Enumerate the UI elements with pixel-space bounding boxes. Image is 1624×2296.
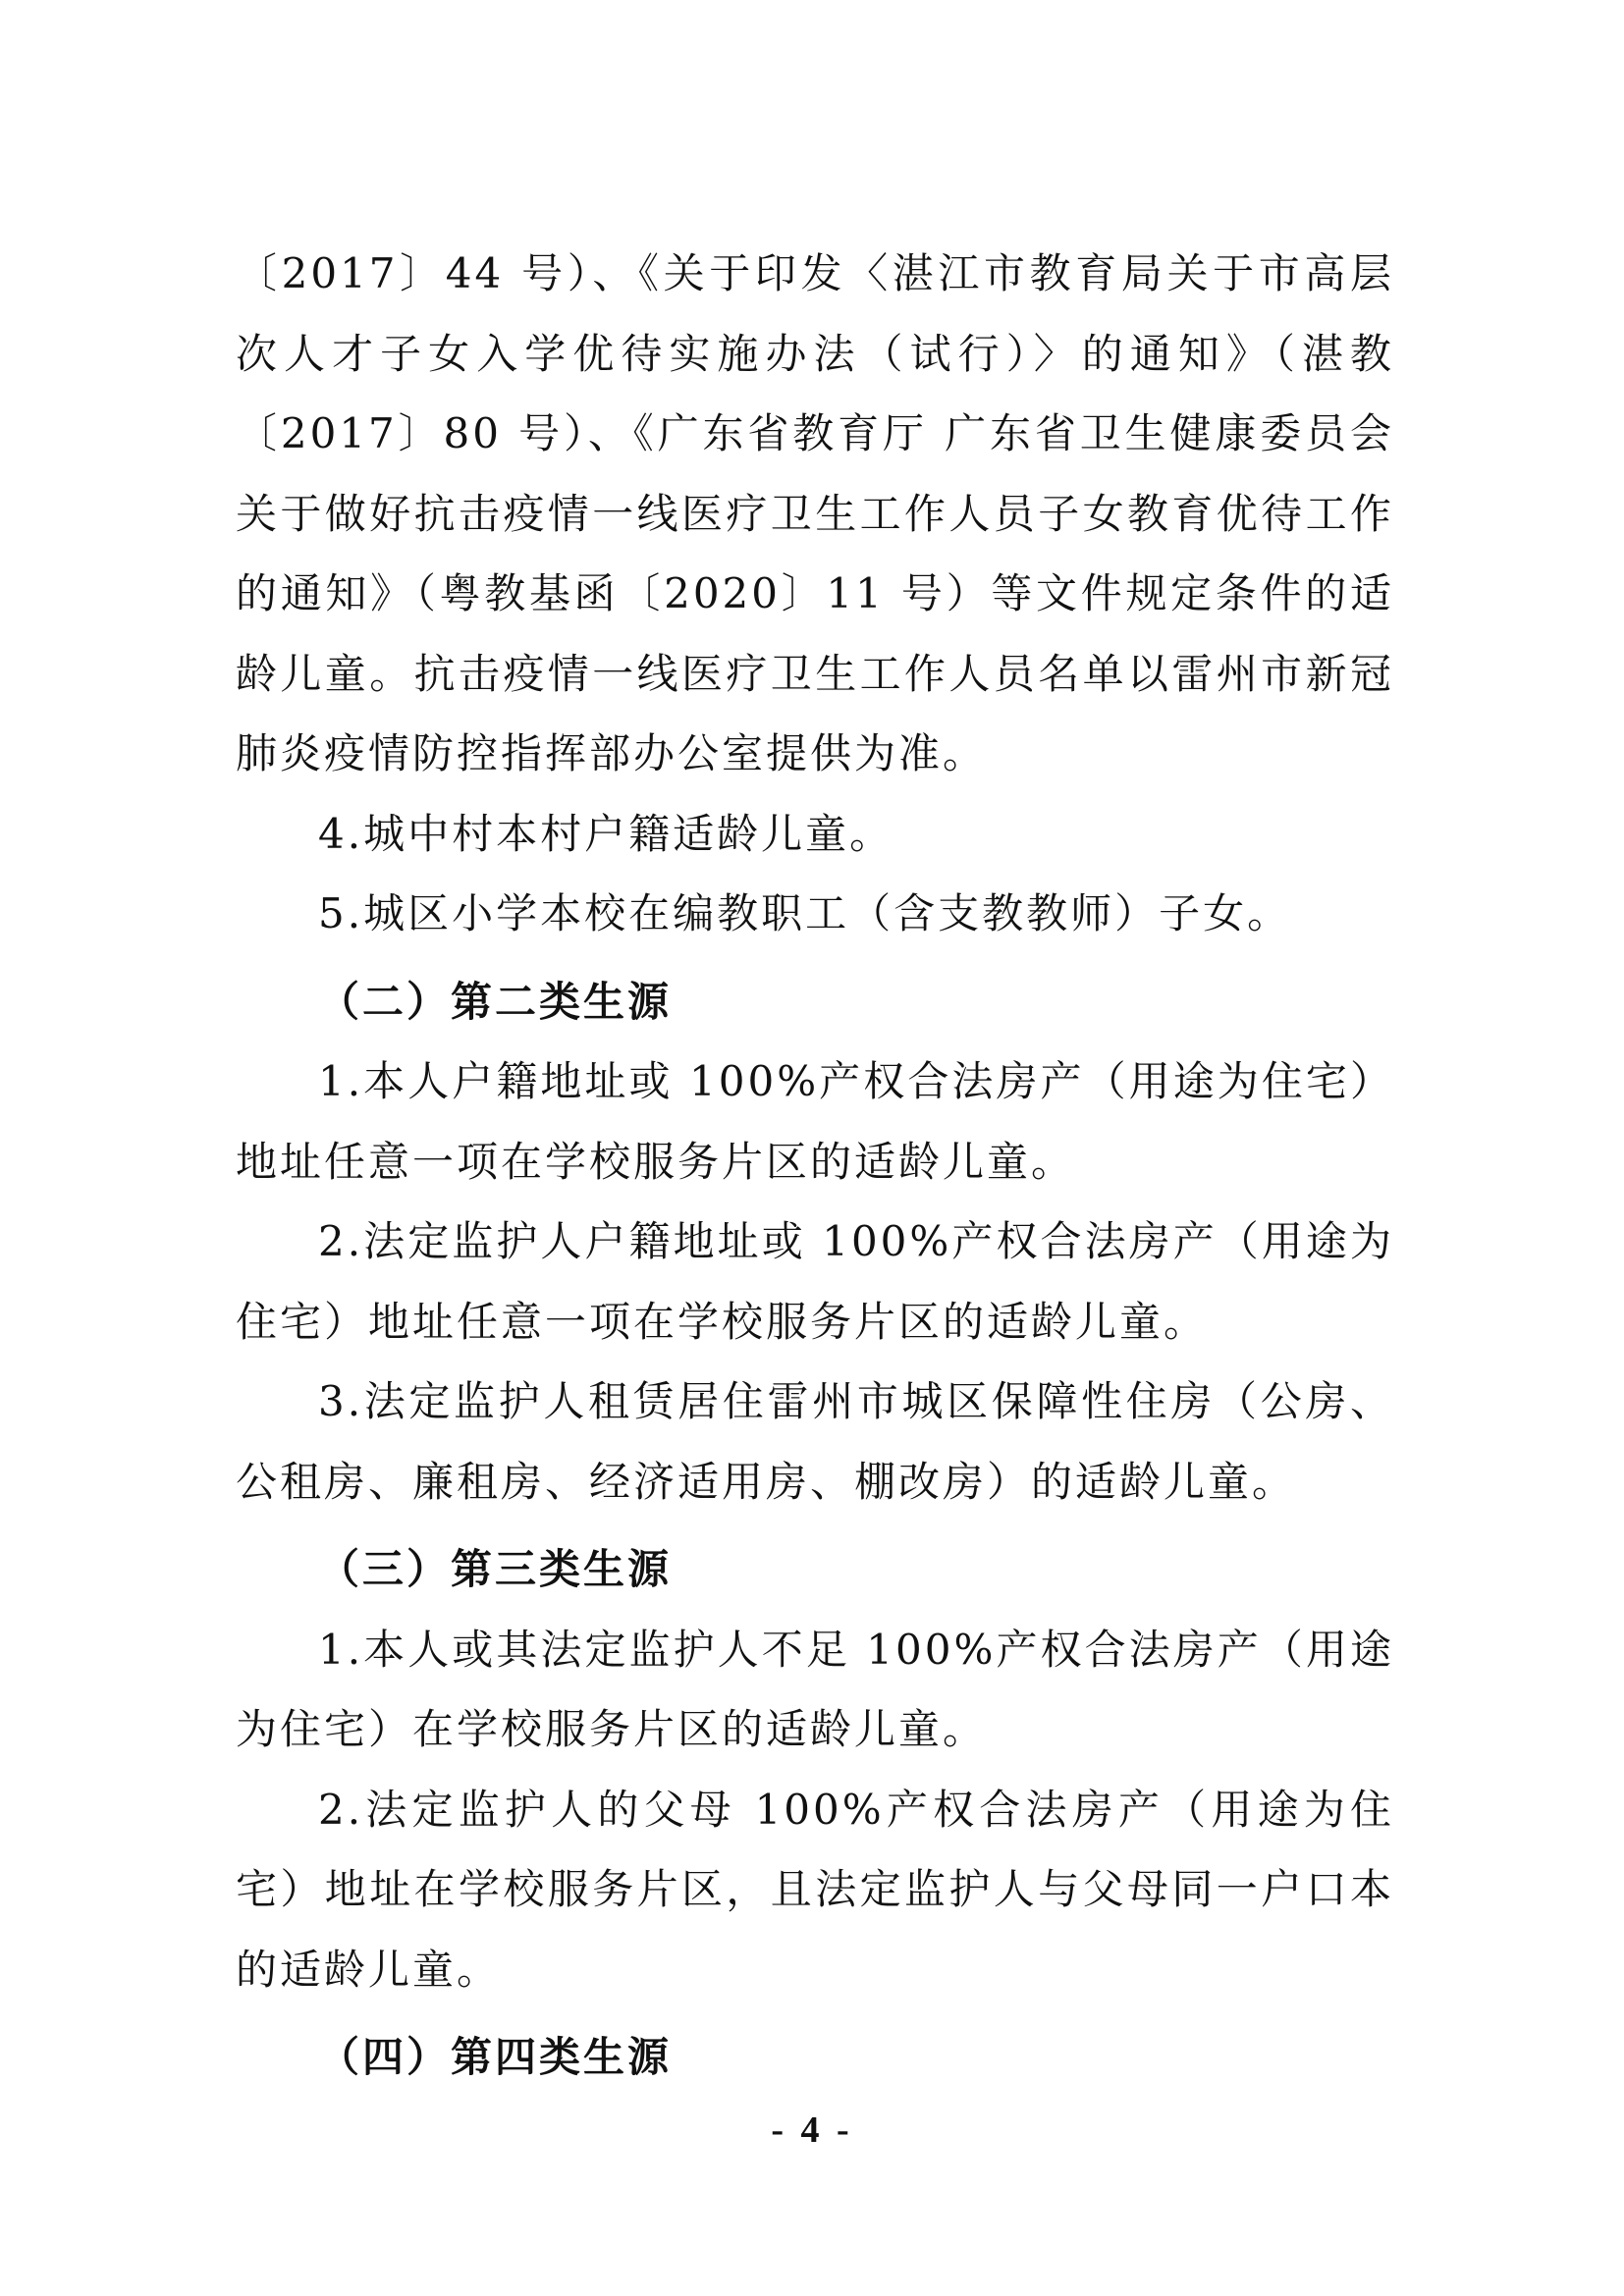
section-heading-second-category: （二）第二类生源: [318, 977, 673, 1026]
spacer: [236, 2009, 1394, 2017]
section-heading-fourth-category: （四）第四类生源: [318, 2033, 673, 2081]
list-item-staff-children: 5.城区小学本校在编教职工（含支教教师）子女。: [318, 889, 1292, 937]
page-number: - 4 -: [771, 2109, 853, 2151]
list-item-own-household: 1.本人户籍地址或 100%产权合法房产（用途为住宅）地址任意一项在学校服务片区的适龄儿童。: [236, 1057, 1394, 1186]
list-item-guardian-household: 2.法定监护人户籍地址或 100%产权合法房产（用途为住宅）地址任意一项在学校服务片区的适龄儿童。: [236, 1217, 1394, 1346]
list-item-public-housing: 3.法定监护人租赁居住雷州市城区保障性住房（公房、公租房、廉租房、经济适用房、棚改房）的适龄儿童。: [236, 1377, 1394, 1506]
paragraph-policy-references: 〔2017〕44 号）、《关于印发〈湛江市教育局关于市高层次人才子女入学优待实施办法（试行）〉的通知》（湛教〔2017〕80 号）、《广东省教育厅 广东省卫生健康委员会关于做好抗击疫情一线医疗卫生工作人员子女教育优待工作的通知》（粤教基函〔2020〕11 号）等文件规定条件的适龄儿童。抗击疫情一线医疗卫生工作人员名单以雷州市新冠肺炎疫情防控指挥部办公室提供为准。: [236, 249, 1394, 777]
document-body: [236, 234, 1394, 2098]
section-heading-third-category: （三）第三类生源: [318, 1545, 673, 1593]
list-item-grandparents-property: 2.法定监护人的父母 100%产权合法房产（用途为住宅）地址在学校服务片区，且法定监护人与父母同一户口本的适龄儿童。: [236, 1785, 1394, 1994]
spacer: [236, 1522, 1394, 1529]
spacer: [236, 954, 1394, 962]
list-item-urban-village: 4.城中村本村户籍适龄儿童。: [318, 809, 894, 858]
list-item-partial-property: 1.本人或其法定监护人不足 100%产权合法房产（用途为住宅）在学校服务片区的适龄儿童。: [236, 1625, 1394, 1753]
